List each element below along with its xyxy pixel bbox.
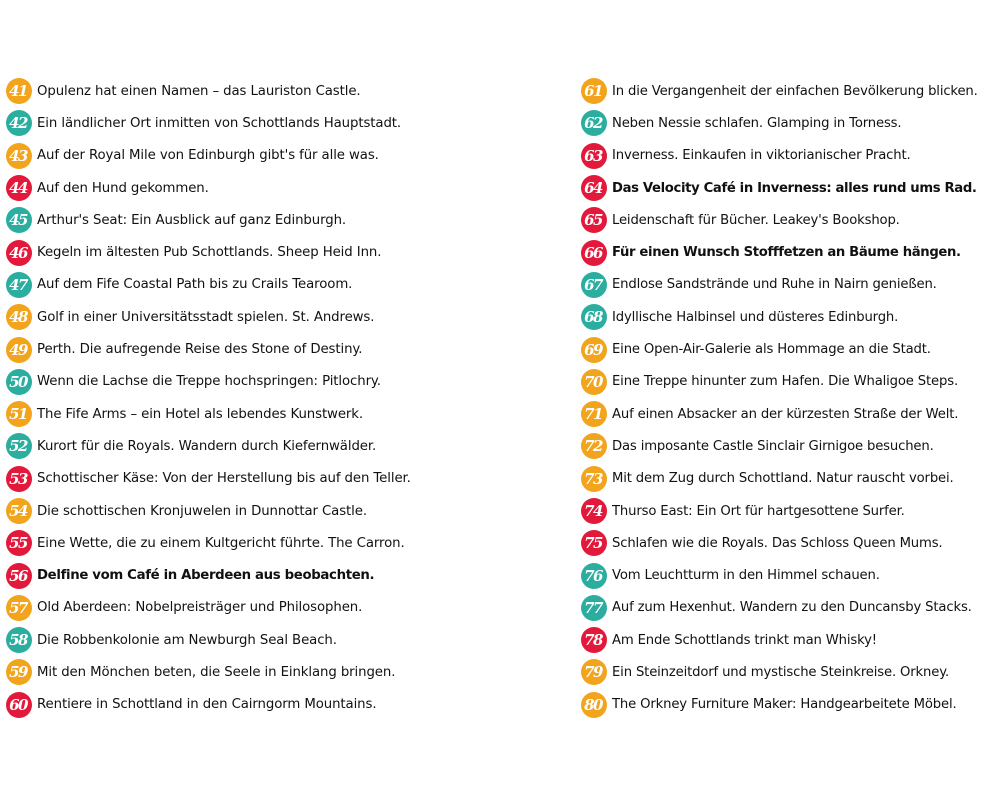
number-badge [6, 240, 32, 266]
entry-number: 70 [584, 372, 602, 391]
entry-number: 42 [9, 114, 27, 133]
entry-number: 68 [584, 308, 602, 327]
entry-title: Schottischer Käse: Von der Herstellung bis auf den Teller. [37, 471, 411, 487]
number-badge [581, 401, 607, 427]
entry-title: Perth. Die aufregende Reise des Stone of Destiny. [37, 342, 363, 358]
number-badge [581, 272, 607, 298]
toc-entry [581, 107, 1000, 139]
entry-title: Eine Treppe hinunter zum Hafen. Die Whaligoe Steps. [612, 374, 958, 390]
number-badge [6, 563, 32, 589]
toc-entry [6, 75, 566, 107]
entry-number: 63 [584, 146, 602, 165]
number-badge [581, 563, 607, 589]
toc-entry [581, 236, 1000, 268]
toc-entry [6, 333, 566, 365]
number-badge [581, 175, 607, 201]
toc-entry [6, 592, 566, 624]
entry-number: 45 [9, 211, 27, 230]
toc-entry [6, 107, 566, 139]
toc-entry [6, 140, 566, 172]
number-badge [6, 627, 32, 653]
toc-entry [581, 398, 1000, 430]
entry-number: 65 [584, 211, 602, 230]
entry-title: Auf einen Absacker an der kürzesten Straße der Welt. [612, 406, 959, 422]
entry-title: Ein ländlicher Ort inmitten von Schottlands Hauptstadt. [37, 115, 402, 131]
toc-entry [581, 140, 1000, 172]
entry-number: 74 [584, 502, 602, 520]
number-badge [581, 627, 607, 653]
entry-title: Endlose Sandstrände und Ruhe in Nairn genießen. [612, 277, 937, 293]
toc-entry [581, 75, 1000, 107]
entry-number: 54 [9, 502, 27, 520]
toc-entry [6, 689, 566, 721]
toc-entry [581, 559, 1000, 591]
toc-entry [6, 559, 566, 591]
entry-number: 52 [9, 437, 27, 456]
entry-number: 78 [584, 631, 602, 650]
toc-entry [581, 269, 1000, 301]
number-badge [6, 337, 32, 363]
toc-entry [6, 430, 566, 462]
number-badge [6, 433, 32, 459]
number-badge [6, 369, 32, 395]
entry-number: 44 [9, 179, 27, 198]
entry-title: Das imposante Castle Sinclair Girnigoe besuchen. [612, 438, 934, 454]
number-badge [6, 530, 32, 556]
number-badge [581, 530, 607, 556]
entry-number: 75 [584, 534, 602, 553]
toc-entry [6, 204, 566, 236]
entry-title: Vom Leuchtturm in den Himmel schauen. [612, 568, 880, 584]
number-badge [6, 466, 32, 492]
number-badge [6, 207, 32, 233]
entry-number: 79 [584, 663, 602, 682]
number-badge [6, 143, 32, 169]
number-badge [6, 272, 32, 298]
number-badge [581, 240, 607, 266]
number-badge [581, 433, 607, 459]
entry-number: 57 [9, 598, 27, 617]
number-badge [581, 304, 607, 330]
toc-entry [581, 333, 1000, 365]
number-badge [581, 337, 607, 363]
toc-entry [6, 624, 566, 656]
entry-title: Auf zum Hexenhut. Wandern zu den Duncansby Stacks. [612, 600, 972, 616]
number-badge [581, 143, 607, 169]
entry-number: 47 [9, 275, 27, 294]
number-badge [581, 207, 607, 233]
entry-number: 55 [9, 534, 27, 553]
entry-title: Golf in einer Universitätsstadt spielen. St. Andrews. [37, 309, 375, 325]
number-badge [6, 78, 32, 104]
toc-entry [581, 430, 1000, 462]
entry-title: Eine Open-Air-Galerie als Hommage an die Stadt. [612, 342, 931, 358]
entry-number: 67 [584, 275, 602, 294]
entry-title: Opulenz hat einen Namen – das Lauriston Castle. [37, 83, 361, 99]
entry-title: Old Aberdeen: Nobelpreisträger und Philosophen. [37, 600, 363, 616]
toc-entry [6, 269, 566, 301]
entry-title: Inverness. Einkaufen in viktorianischer Pracht. [612, 148, 911, 164]
entry-number: 71 [584, 405, 602, 424]
entry-number: 77 [584, 598, 602, 617]
number-badge [581, 659, 607, 685]
number-badge [6, 304, 32, 330]
toc-entry [6, 398, 566, 430]
entry-number: 60 [9, 695, 27, 714]
toc-entry [6, 495, 566, 527]
number-badge [6, 175, 32, 201]
toc-entry [581, 592, 1000, 624]
number-badge [581, 498, 607, 524]
entry-number: 46 [9, 243, 27, 262]
toc-entry [6, 236, 566, 268]
entry-number: 58 [9, 631, 27, 650]
entry-number: 56 [9, 566, 27, 585]
entry-title: Wenn die Lachse die Treppe hochspringen: Pitlochry. [37, 374, 381, 390]
entry-number: 69 [584, 340, 602, 359]
entry-title: The Fife Arms – ein Hotel als lebendes Kunstwerk. [37, 406, 364, 422]
entry-title: Ein Steinzeitdorf und mystische Steinkreise. Orkney. [612, 664, 950, 680]
entry-number: 61 [584, 82, 602, 101]
entry-number: 43 [9, 146, 27, 165]
entry-number: 80 [584, 695, 602, 714]
entry-title: Kurort für die Royals. Wandern durch Kiefernwälder. [37, 438, 377, 454]
entry-title: Neben Nessie schlafen. Glamping in Torness. [612, 115, 902, 131]
toc-entry [581, 172, 1000, 204]
entry-title: Auf den Hund gekommen. [37, 180, 209, 196]
entry-number: 51 [9, 405, 27, 424]
toc-entry [581, 624, 1000, 656]
entry-title: Mit den Mönchen beten, die Seele in Einklang bringen. [37, 664, 396, 680]
entry-title: Rentiere in Schottland in den Cairngorm Mountains. [37, 697, 377, 713]
entry-title: Arthur's Seat: Ein Ausblick auf ganz Edinburgh. [37, 212, 347, 228]
number-badge [581, 595, 607, 621]
toc-entry [581, 463, 1000, 495]
number-badge [581, 466, 607, 492]
entry-title: Die schottischen Kronjuwelen in Dunnottar Castle. [37, 503, 367, 519]
entry-title: In die Vergangenheit der einfachen Bevölkerung blicken. [612, 83, 978, 99]
entry-number: 48 [9, 308, 27, 327]
entry-title: Die Robbenkolonie am Newburgh Seal Beach. [37, 632, 337, 648]
entry-title: Kegeln im ältesten Pub Schottlands. Sheep Heid Inn. [37, 245, 382, 261]
toc-entry [581, 366, 1000, 398]
toc-entry [581, 204, 1000, 236]
entry-title: Am Ende Schottlands trinkt man Whisky! [612, 632, 877, 648]
entry-number: 73 [584, 469, 602, 488]
entry-title: Schlafen wie die Royals. Das Schloss Queen Mums. [612, 535, 943, 551]
entry-title: Auf der Royal Mile von Edinburgh gibt's für alle was. [37, 148, 379, 164]
entry-number: 50 [9, 372, 27, 391]
entry-title: Mit dem Zug durch Schottland. Natur rauscht vorbei. [612, 471, 954, 487]
entry-number: 59 [9, 663, 27, 682]
number-badge [6, 401, 32, 427]
entry-number: 76 [584, 566, 602, 585]
toc-entry [581, 689, 1000, 721]
number-badge [581, 692, 607, 718]
toc-entry [6, 366, 566, 398]
entry-title: The Orkney Furniture Maker: Handgearbeitete Möbel. [612, 697, 957, 713]
entry-number: 49 [9, 340, 27, 359]
entry-title: Idyllische Halbinsel und düsteres Edinburgh. [612, 309, 899, 325]
number-badge [581, 78, 607, 104]
entry-title: Für einen Wunsch Stofffetzen an Bäume hängen. [612, 245, 961, 261]
entry-title: Das Velocity Café in Inverness: alles rund ums Rad. [612, 180, 977, 196]
toc-entry [6, 301, 566, 333]
number-badge [6, 498, 32, 524]
number-badge [6, 110, 32, 136]
entry-number: 53 [9, 469, 27, 488]
entry-title: Eine Wette, die zu einem Kultgericht führte. The Carron. [37, 535, 405, 551]
entry-number: 66 [584, 243, 602, 262]
entry-number: 62 [584, 114, 602, 133]
toc-entry [581, 527, 1000, 559]
entry-title: Thurso East: Ein Ort für hartgesottene Surfer. [612, 503, 905, 519]
toc-entry [6, 656, 566, 688]
entry-title: Leidenschaft für Bücher. Leakey's Bookshop. [612, 212, 900, 228]
toc-left-column [6, 75, 566, 721]
toc-entry [581, 301, 1000, 333]
toc-right-column [581, 75, 1000, 721]
entry-number: 41 [9, 82, 27, 101]
number-badge [6, 692, 32, 718]
toc-entry [6, 172, 566, 204]
entry-title: Auf dem Fife Coastal Path bis zu Crails Tearoom. [37, 277, 353, 293]
number-badge [6, 659, 32, 685]
toc-entry [581, 656, 1000, 688]
toc-entry [581, 495, 1000, 527]
number-badge [581, 369, 607, 395]
entry-title: Delfine vom Café in Aberdeen aus beobachten. [37, 568, 375, 584]
toc-entry [6, 527, 566, 559]
number-badge [6, 595, 32, 621]
entry-number: 72 [584, 437, 602, 456]
entry-number: 64 [584, 179, 602, 198]
number-badge [581, 110, 607, 136]
toc-entry [6, 463, 566, 495]
